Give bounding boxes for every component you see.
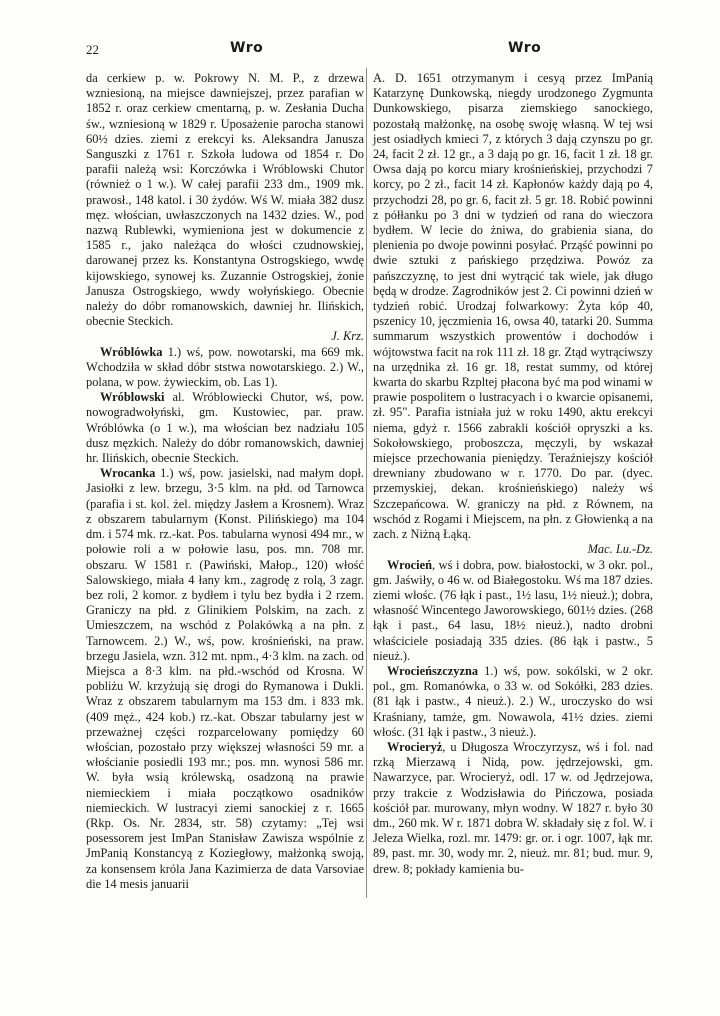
- entry-wrocanka: Wrocanka 1.) wś, pow. jasielski, nad małym dopł. Jasiołki z lew. brzegu, 3·5 klm. na płd. od Tarnowca (parafia i st. kol. żel. między Jasłem a Krosnem). Wraz z obszarem tabularnym (Konst. Pilińskiego) ma 104 dm. i 574 mk. rz.-kat. Pos. tabularna wynosi 494 mr., w połowie roli a w połowie lasu, pos. mn. 708 mr. obszaru. W 1581 r. (Pawiński, Małop., 120) włość Salowskiego, miała 4 łany km., zagrodę z rolą, 3 zagr. bez roli, 2 komor. z bydłem i tylu bez bydła i 2 rzem. Graniczy na płd. z Glinikiem Polskim, na zach. z Umieszczem, na wschód z Polakówką a na płn. z Tarnowcem. 2.) W., wś, pow. krośnieński, na praw. brzegu Jasiela, wzn. 312 mt. npm., 4·3 klm. na zach. od Miejsca a 8·3 klm. na płd.-wschód od Krosna. W pobliżu W. krzyżują się drogi do Rymanowa i Dukli. Wraz z obszarem tabularnym ma 153 dm. i 833 mk. (409 męż., 424 kob.) rz.-kat. Obszar tabularny jest w przeważnej części rozparcelowany pomiędzy 60 włościan, pozostało przy większej własności 59 mr. a włościanie posiedli 193 mr.; pos. mn. wynosi 586 mr. W. była wsią królewską, osadzoną na prawie niemieckiem i miała początkowo osadników niemieckich. W lustracyi ziemi sanockiej z r. 1665 (Rkp. Os. Nr. 2834, str. 58) czytamy: „Tej wsi posessorem jest ImPan Stanisław Zawisza wspólnie z JmPanią Konstancyą z Koziegłowy, małżonką swoją, za konsensem króla Jana Kazimierza de data Varsoviae die 14 mesis januarii: [86, 466, 364, 891]
- left-column: [86, 71, 364, 892]
- column-divider: [366, 68, 367, 898]
- entry-headword: Wrocieryż: [387, 739, 443, 754]
- entry-wrocienszczyzna: Wrocieńszczyzna 1.) wś, pow. sokólski, w 2 okr. pol., gm. Romanówka, o 33 w. od Sokółki, 283 dzies. (81 łąk i pastw., 4 nieuż.). 2.) W., uroczysko do wsi Kraśniany, tamże, gm. Nowawola, 41½ dzies. ziemi włośc. (31 łąk i pastw., 3 nieuż.).: [373, 663, 653, 739]
- entry-headword: Wrocanka: [100, 466, 156, 481]
- entry-wroblowski: Wróblowski al. Wróblowiecki Chutor, wś, pow. nowogradwołyński, gm. Kustowiec, par. praw. Wróblówka (o 1 w.), ma włościan bez nadziału 105 dusz męzkich. Należy do dóbr romanowskich, dawniej hr. Ilińskich, obecnie Steckich.: [86, 390, 364, 466]
- author-signature: Mac. Lu.-Dz.: [587, 542, 653, 557]
- right-column: [373, 71, 653, 877]
- entry-wrocien: Wrocień, wś i dobra, pow. białostocki, w 3 okr. pol., gm. Jaświły, o 46 w. od Białegostoku. Wś ma 187 dzies. ziemi włośc. (76 łąk i past., 1½ lasu, 1½ nieuż.); dobra, własność Wincentego Jaworowskiego, 601½ dzies. (268 łąk i past., 64 lasu, 18½ nieuż.), nadto drobni właściciele posiadają 335 dzies. (86 łąk i pastw., 5 nieuż.).: [373, 557, 653, 663]
- page-number: 22: [86, 42, 99, 57]
- author-signature: J. Krz.: [331, 329, 364, 344]
- entry-wroblowka: Wróblówka 1.) wś, pow. nowotarski, ma 669 mk. Wchodziła w skład dóbr ststwa nowotarskiego. 2.) W., polana, w pow. żywieckim, ob. Las 1).: [86, 344, 364, 390]
- entry-continuation: A. D. 1651 otrzymanym i cesyą przez ImPanią Katarzynę Dunkowską, niegdy urodzonego Zygmunta Dunkowskiego, pisarza ziemskiego sanockiego, pozostałą małżonkę, na osobę swoję własną. W tej wsi jest osiadłych kmieci 7, z których 3 dają czynszu po gr. 24, facit 2 zł. 12 gr., a 3 dają po gr. 16, facit 1 zł. 18 gr. Owsa dają po korcu miary krośnieńskiej, przychodzi 7 korcy, po 2 zł., facit 14 zł. Kapłonów każdy dają po 4, przychodzi 28, po gr. 6, facit zł. 5 gr. 18. Robić powinni z półłanku po 3 dni w tydzień od rana do wieczora bydłem. W lecie do żniwa, do grabienia siana, do plenienia po dwoje powinni posyłać. Prząść powinni po dwie sztuki z pańskiego przędziwa. Powóz za pańszczyznę, to jest dni wytrącić tak wiele, jak długo będą w drodze. Zagrodników jest 2. Ci powinni dzień w tydzień robić. Urodzaj folwarkowy: Żyta kóp 40, pszenicy 10, jęczmienia 16, owsa 40, tatarki 20. Summa summarum wszystkich prowentów i dochodów i wójtowstwa facit na rok 111 zł. 18 gr. Ztąd wytrąciwszy na urzędnika zł. 16 gr. 18, restat summy, od której kwarta do skarbu Rzpltej płacona być ma pod winami w prawie pospolitem o lustracyach i o kwarcie opisanemi, zł. 95". Parafia istniała już w roku 1490, aktu erekcyi niema, gdyż r. 1566 zabrakli kościół opryszki a ks. Sokołowskiego, proboszcza, męczyli, by wskazał miejsce przechowania pieniędzy. Teraźniejszy kościół drewniany zbudowano w r. 1770. Do par. (dyec. przemyskiej, dekan. krośnieńskiego) należy wś Szczepańcowa. W. graniczy na płd. z Równem, na wschód z Rogami i Miejscem, na płn. z Głowienką a na zach. z Niżną Łąką. Mac. Lu.-Dz.: [373, 71, 653, 557]
- running-head-left: Wro: [230, 40, 264, 56]
- entry-headword: Wróblowski: [100, 390, 165, 405]
- entry-headword: Wrocieńszczyzna: [387, 663, 479, 678]
- entry-headword: Wrocień: [387, 557, 432, 572]
- running-head-right: Wro: [508, 40, 542, 56]
- entry-headword: Wróblówka: [100, 344, 163, 359]
- entry-wrocieryz: Wrocieryż, u Długosza Wroczyrzysz, wś i fol. nad rzką Mierzawą i Nidą, pow. jędrzejowski, gm. Nawarzyce, par. Wrocieryż, odl. 17 w. od Jędrzejowa, przy trakcie z Wodzisławia do Pińczowa, posiada kościół par. murowany, młyn wodny. W 1827 r. było 30 dm., 260 mk. W r. 1871 dobra W. składały się z fol. W. i Jeleza Wielka, rozl. mr. 1479: gr. or. i ogr. 1007, łąk mr. 89, past. mr. 30, wody mr. 2, nieuż. mr. 81; bud. mur. 9, drew. 8; pokłady kamienia bu-: [373, 739, 653, 876]
- page-header: [82, 40, 672, 60]
- entry-continuation: da cerkiew p. w. Pokrowy N. M. P., z drzewa wzniesioną, na miejsce dawniejszej, przez parafian w 1852 r. oraz cerkiew cmentarną, p. w. Zesłania Ducha św., wzniesioną w 1829 r. Uposażenie parocha stanowi 60½ dzies. ziemi z erekcyi ks. Aleksandra Janusza Sanguszki z 1761 r. Szkoła ludowa od 1854 r. Do parafii należą wsi: Korczówka i Wróblowski Chutor (również o 1 w.). W całej parafii 233 dm., 1909 mk. prawosł., 148 katol. i 30 żydów. Wś W. miała 382 dusz męz. włościan, uwłaszczonych na 1432 dzies. W., pod nazwą Rublewki, wymieniona jest w dokumencie z 1585 r., jako należąca do włości czudnowskiej, darowanej przez ks. Konstantyna Ostrogskiego, wwdę kijowskiego, synowej ks. Zuzannie Ostrogskiej, żonie Janusza Ostrogskiego, wwdy wołyńskiego. Obecnie należy do dóbr romanowskich, dawniej hr. Ilińskich, obecnie Steckich. J. Krz.: [86, 71, 364, 344]
